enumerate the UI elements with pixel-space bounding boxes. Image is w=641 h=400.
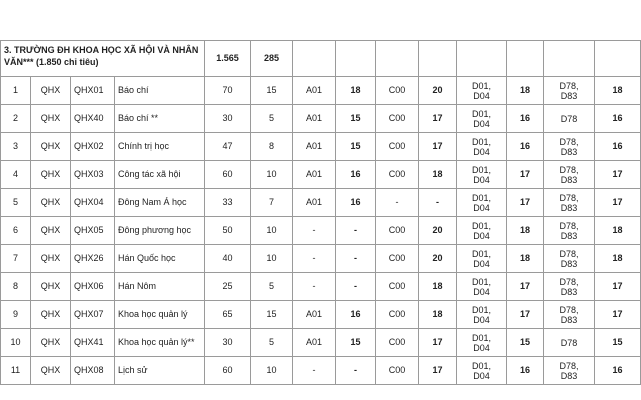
cell-g3: D01, D04: [457, 189, 507, 217]
cell-school: QHX: [31, 189, 71, 217]
cell-s4: 17: [595, 273, 641, 301]
cell-q2: 5: [251, 329, 293, 357]
cell-g3: D01, D04: [457, 357, 507, 385]
cell-g2: C00: [376, 357, 419, 385]
cell-g4: D78, D83: [544, 357, 595, 385]
cell-g3: D01, D04: [457, 133, 507, 161]
cell-stt: 1: [1, 77, 31, 105]
cell-s2: 17: [419, 357, 457, 385]
table-row: [1, 189, 641, 217]
cell-s2: 20: [419, 217, 457, 245]
cell-s3: 17: [507, 301, 544, 329]
cell-stt: 7: [1, 245, 31, 273]
cell-q2: 8: [251, 133, 293, 161]
cell-code: QHX26: [71, 245, 115, 273]
table-row: [1, 357, 641, 385]
cell-s4: 16: [595, 357, 641, 385]
cell-g1: A01: [293, 301, 336, 329]
cell-g4: D78: [544, 329, 595, 357]
cell-s2: 20: [419, 245, 457, 273]
cell-major: Lịch sử: [115, 357, 205, 385]
cell-g3: D01, D04: [457, 105, 507, 133]
cell-s3: 16: [507, 357, 544, 385]
cell-school: QHX: [31, 161, 71, 189]
cell-s3: 16: [507, 133, 544, 161]
cell-g3: D01, D04: [457, 245, 507, 273]
cell-s1: 16: [336, 189, 376, 217]
school-header-row: [1, 41, 641, 77]
cell-q2: 10: [251, 245, 293, 273]
cell-stt: 4: [1, 161, 31, 189]
cell-s1: -: [336, 245, 376, 273]
cell-s2: 17: [419, 105, 457, 133]
cell-s3: 18: [507, 77, 544, 105]
cell-code: QHX03: [71, 161, 115, 189]
cell-code: QHX01: [71, 77, 115, 105]
cell-s3: 15: [507, 329, 544, 357]
cell-s4: 18: [595, 245, 641, 273]
cell-stt: 9: [1, 301, 31, 329]
table-row: [1, 133, 641, 161]
cell-g3: D01, D04: [457, 161, 507, 189]
cell-g1: A01: [293, 189, 336, 217]
cell-s4: 17: [595, 161, 641, 189]
cell-s4: 16: [595, 133, 641, 161]
cell-s1: 16: [336, 161, 376, 189]
cell-school: QHX: [31, 105, 71, 133]
cell-s3: 17: [507, 189, 544, 217]
school-total-quota-2: 285: [251, 41, 293, 77]
cell-q1: 47: [205, 133, 251, 161]
cell-stt: 2: [1, 105, 31, 133]
table-row: [1, 273, 641, 301]
cell-school: QHX: [31, 77, 71, 105]
cell-school: QHX: [31, 217, 71, 245]
cell-major: Báo chí **: [115, 105, 205, 133]
cell-code: QHX07: [71, 301, 115, 329]
cell-s2: 18: [419, 273, 457, 301]
cell-q1: 33: [205, 189, 251, 217]
cell-s4: 18: [595, 77, 641, 105]
cell-q2: 5: [251, 273, 293, 301]
cell-g2: C00: [376, 77, 419, 105]
cell-major: Chính trị học: [115, 133, 205, 161]
cell-s2: 17: [419, 133, 457, 161]
cell-major: Công tác xã hội: [115, 161, 205, 189]
cell-s4: 17: [595, 189, 641, 217]
cell-code: QHX05: [71, 217, 115, 245]
cell-s1: -: [336, 217, 376, 245]
cell-q2: 15: [251, 77, 293, 105]
cell-s1: -: [336, 357, 376, 385]
cell-q1: 30: [205, 329, 251, 357]
cell-s2: 18: [419, 301, 457, 329]
cell-school: QHX: [31, 245, 71, 273]
cell-stt: 10: [1, 329, 31, 357]
table-row: [1, 217, 641, 245]
cell-g2: C00: [376, 329, 419, 357]
cell-stt: 6: [1, 217, 31, 245]
table-row: [1, 77, 641, 105]
cell-g2: C00: [376, 161, 419, 189]
cell-g4: D78, D83: [544, 301, 595, 329]
cell-q1: 60: [205, 161, 251, 189]
cell-g4: D78, D83: [544, 133, 595, 161]
cell-q2: 15: [251, 301, 293, 329]
cell-g4: D78, D83: [544, 161, 595, 189]
cell-s3: 17: [507, 273, 544, 301]
cell-g2: C00: [376, 217, 419, 245]
cell-g3: D01, D04: [457, 329, 507, 357]
table-row: [1, 161, 641, 189]
cell-g3: D01, D04: [457, 273, 507, 301]
cell-major: Báo chí: [115, 77, 205, 105]
table-row: [1, 105, 641, 133]
cell-s1: 18: [336, 77, 376, 105]
cell-g4: D78, D83: [544, 217, 595, 245]
cell-s3: 16: [507, 105, 544, 133]
cell-s4: 18: [595, 217, 641, 245]
school-total-quota-1: 1.565: [205, 41, 251, 77]
cell-g3: D01, D04: [457, 77, 507, 105]
cell-s2: 18: [419, 161, 457, 189]
cell-stt: 3: [1, 133, 31, 161]
cell-major: Hán Nôm: [115, 273, 205, 301]
cell-s2: 20: [419, 77, 457, 105]
cell-school: QHX: [31, 301, 71, 329]
cell-g2: C00: [376, 273, 419, 301]
cell-s1: 15: [336, 329, 376, 357]
cell-g3: D01, D04: [457, 301, 507, 329]
table-row: [1, 301, 641, 329]
cell-g4: D78, D83: [544, 245, 595, 273]
cell-s4: 15: [595, 329, 641, 357]
cell-code: QHX08: [71, 357, 115, 385]
cell-g2: C00: [376, 133, 419, 161]
cell-s1: 15: [336, 133, 376, 161]
cell-school: QHX: [31, 133, 71, 161]
cell-g1: -: [293, 245, 336, 273]
cell-s2: 17: [419, 329, 457, 357]
cell-s3: 18: [507, 217, 544, 245]
cell-g1: A01: [293, 105, 336, 133]
cell-g1: A01: [293, 77, 336, 105]
admission-table: [0, 40, 641, 385]
cell-g2: C00: [376, 301, 419, 329]
cell-s1: -: [336, 273, 376, 301]
cell-g1: -: [293, 217, 336, 245]
cell-g3: D01, D04: [457, 217, 507, 245]
cell-major: Đông phương học: [115, 217, 205, 245]
cell-code: QHX02: [71, 133, 115, 161]
cell-code: QHX40: [71, 105, 115, 133]
cell-major: Hán Quốc học: [115, 245, 205, 273]
cell-s1: 15: [336, 105, 376, 133]
cell-q1: 50: [205, 217, 251, 245]
cell-s2: -: [419, 189, 457, 217]
cell-school: QHX: [31, 273, 71, 301]
cell-g1: A01: [293, 133, 336, 161]
cell-school: QHX: [31, 357, 71, 385]
cell-s4: 17: [595, 301, 641, 329]
cell-q2: 10: [251, 217, 293, 245]
cell-stt: 11: [1, 357, 31, 385]
cell-g4: D78, D83: [544, 189, 595, 217]
cell-q1: 65: [205, 301, 251, 329]
cell-stt: 8: [1, 273, 31, 301]
cell-code: QHX06: [71, 273, 115, 301]
cell-g4: D78, D83: [544, 77, 595, 105]
cell-stt: 5: [1, 189, 31, 217]
cell-s3: 17: [507, 161, 544, 189]
cell-g1: A01: [293, 161, 336, 189]
cell-q1: 30: [205, 105, 251, 133]
cell-s3: 18: [507, 245, 544, 273]
cell-q1: 25: [205, 273, 251, 301]
cell-q2: 10: [251, 357, 293, 385]
cell-g1: -: [293, 357, 336, 385]
cell-q2: 5: [251, 105, 293, 133]
cell-major: Khoa học quản lý: [115, 301, 205, 329]
cell-g4: D78: [544, 105, 595, 133]
cell-code: QHX41: [71, 329, 115, 357]
cell-g1: -: [293, 273, 336, 301]
cell-major: Đông Nam Á học: [115, 189, 205, 217]
cell-q1: 70: [205, 77, 251, 105]
school-title: 3. TRƯỜNG ĐH KHOA HỌC XÃ HỘI VÀ NHÂN VĂN*** (1.850 chỉ tiêu): [1, 41, 205, 77]
cell-q2: 10: [251, 161, 293, 189]
cell-q1: 60: [205, 357, 251, 385]
cell-s4: 16: [595, 105, 641, 133]
cell-code: QHX04: [71, 189, 115, 217]
cell-q1: 40: [205, 245, 251, 273]
table-row: [1, 329, 641, 357]
cell-g1: A01: [293, 329, 336, 357]
cell-g4: D78, D83: [544, 273, 595, 301]
cell-major: Khoa học quản lý**: [115, 329, 205, 357]
cell-g2: C00: [376, 105, 419, 133]
cell-school: QHX: [31, 329, 71, 357]
cell-s1: 16: [336, 301, 376, 329]
table-row: [1, 245, 641, 273]
cell-g2: -: [376, 189, 419, 217]
cell-q2: 7: [251, 189, 293, 217]
cell-g2: C00: [376, 245, 419, 273]
